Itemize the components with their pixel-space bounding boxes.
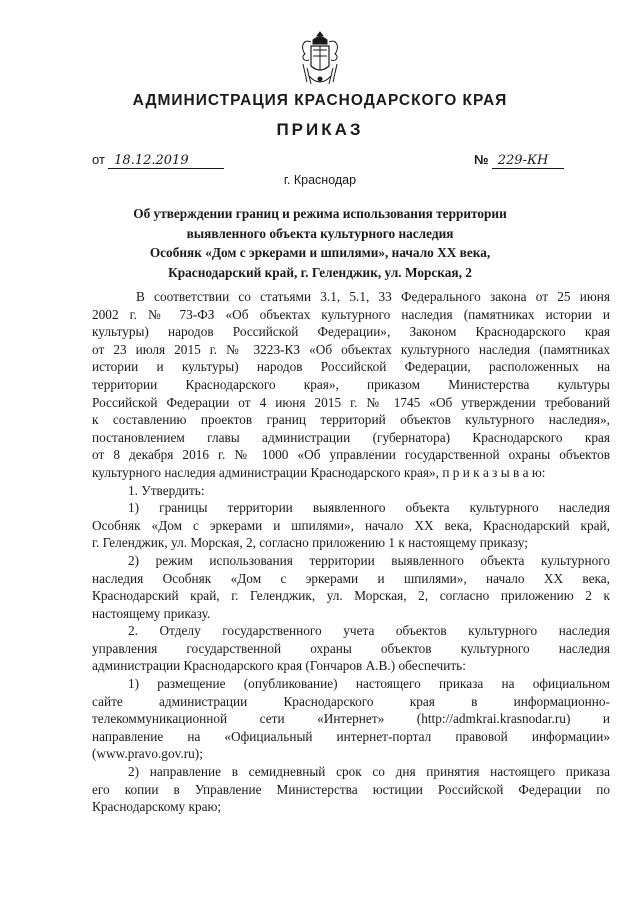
body-text-line: Краснодарский край, г. Геленджик, ул. Морская, 2, согласно приложению 2 к [92,588,610,604]
body-text-line: 1. Утвердить: [128,482,205,498]
body-text-line: территории Краснодарского края», приказом Министерства культуры [92,376,610,392]
coat-of-arms-emblem [297,30,343,88]
body-text-line: наследия Особняк «Дом с эркерами и шпилями», начало XX века, [92,570,610,586]
date-line [92,152,224,169]
body-text-line: к составлению проектов границ территорий объектов культурного наследия», [92,412,610,428]
body-text-line: от 8 декабря 2016 г. № 1000 «Об управлении государственной охраны объектов [92,447,610,463]
handwritten-date: 18.12.2019 [108,153,224,169]
body-text-line: 1) размещение (опубликование) настоящего приказа на официальном [128,676,610,692]
document-body [92,288,610,816]
body-text-line: сайте администрации Краснодарского края в информационно- [92,693,610,709]
body-text-line: администрации Краснодарского края (Гончаров А.В.) обеспечить: [92,658,466,674]
body-text-line: настоящему приказу. [92,605,211,621]
body-text-line: 2. Отделу государственного учета объектов культурного наследия [128,623,610,639]
body-text-line: В соответствии со статьями 3.1, 5.1, 33 Федерального закона от 25 июня [136,289,610,304]
body-text-line: Краснодарскому краю; [92,799,222,815]
number-line [474,152,564,169]
body-text-line: культурного наследия администрации Краснодарского края», п р и к а з ы в а ю: [92,464,546,480]
organization-name: АДМИНИСТРАЦИЯ КРАСНОДАРСКОГО КРАЯ [132,92,508,109]
body-text-line: истории и культуры) народов Российской Федерации, расположенных на [92,359,610,375]
body-text-line: 1) границы территории выявленного объекта культурного наследия [128,500,610,516]
body-text-line: постановлением главы администрации (губернатора) Краснодарского края [92,429,610,445]
body-text-line: Российской Федерации от 4 июня 2015 г. № 1745 «Об утверждении требований [92,394,610,410]
body-text-line: управления государственной охраны объектов культурного наследия [92,640,610,656]
body-text-line: направление на «Официальный интернет-портал правовой информации» [92,728,610,744]
body-text-line: г. Геленджик, ул. Морская, 2, согласно приложению 1 к настоящему приказу; [92,535,528,551]
title-line: выявленного объекта культурного наследия [186,225,454,241]
document-type: ПРИКАЗ [276,120,364,139]
title-line: Краснодарский край, г. Геленджик, ул. Морская, 2 [168,264,472,280]
body-text-line: его копии в Управление Министерства юстиции Российской Федерации по [92,781,610,797]
body-text-line: культуры) народов Российской Федерации», Законом Краснодарского края [92,324,610,340]
body-text-line: Особняк «Дом с эркерами и шпилями», начало XX века, Краснодарский край, [92,517,610,533]
number-label: № [474,152,489,167]
document-title [100,204,540,282]
body-text-line: 2002 г. № 73-ФЗ «Об объектах культурного наследия (памятниках истории и [92,306,610,322]
date-label: от [92,152,105,167]
body-text-line: (www.pravo.gov.ru); [92,746,203,762]
handwritten-number: 229-КН [492,153,564,169]
title-line: Особняк «Дом с эркерами и шпилями», начало XX века, [149,245,491,260]
body-text-line: 2) направление в семидневный срок со дня принятия настоящего приказа [128,764,610,780]
title-line: Об утверждении границ и режима использования территории [133,206,507,221]
city: г. Краснодар [283,173,357,187]
body-text-line: от 23 июля 2015 г. № 3223-КЗ «Об объектах культурного наследия (памятниках [92,341,610,357]
body-text-line: телекоммуникационной сети «Интернет» (http://admkrai.krasnodar.ru) и [92,711,610,727]
body-text-line: 2) режим использования территории выявленного объекта культурного [128,552,610,568]
